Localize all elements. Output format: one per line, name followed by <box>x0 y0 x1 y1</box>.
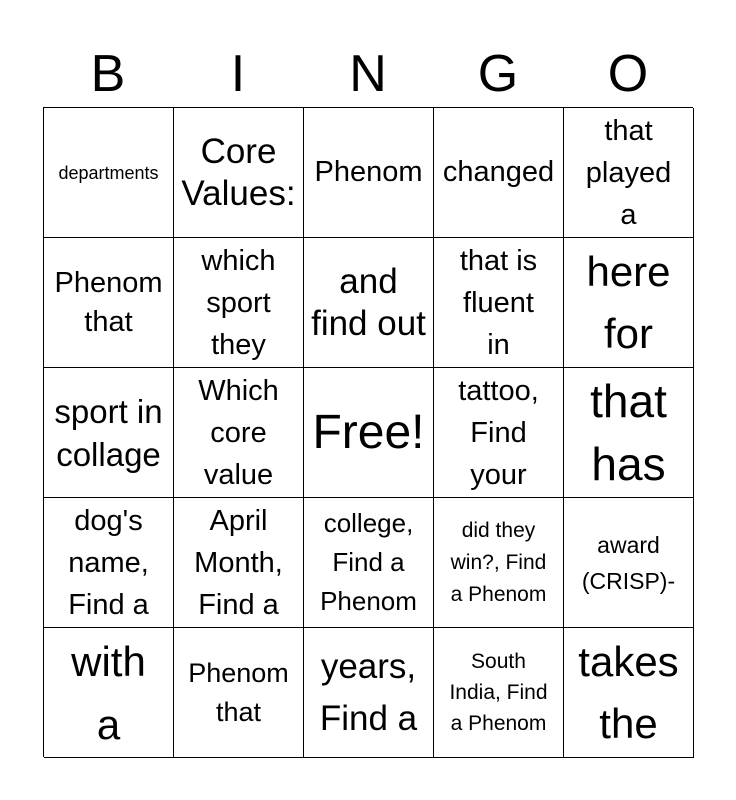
bingo-cell-r4-c5[interactable] <box>564 498 694 628</box>
bingo-cell-r1-c3[interactable] <box>304 108 434 238</box>
bingo-cell-r4-c1[interactable] <box>44 498 174 628</box>
bingo-cell-r1-c5[interactable] <box>564 108 694 238</box>
cell-text: college, Find a Phenom <box>320 508 417 616</box>
bingo-cell-r4-c3[interactable] <box>304 498 434 628</box>
cell-text: Phenom that <box>54 266 163 338</box>
cell-text: award (CRISP)- <box>581 531 676 594</box>
cell-text: years, Find a <box>319 646 418 738</box>
header-letter-n: N <box>349 45 387 103</box>
cell-text-free: Free! <box>312 405 425 459</box>
bingo-cell-r5-c1[interactable] <box>44 628 174 758</box>
bingo-cell-r2-c3[interactable] <box>304 238 434 368</box>
bingo-cell-r5-c5[interactable] <box>564 628 694 758</box>
bingo-cell-r4-c4[interactable] <box>434 498 564 628</box>
cell-text: changed <box>442 156 555 188</box>
cell-text: takes the <box>578 637 679 747</box>
cell-text: with a <box>71 637 146 748</box>
cell-text: April Month, Find a <box>194 504 283 621</box>
cell-text: that is fluent in <box>459 244 538 361</box>
cell-text: departments <box>58 162 159 183</box>
header-letter-b: B <box>90 45 126 103</box>
header-letter-g: G <box>477 45 519 103</box>
cell-text: that played a <box>585 114 672 231</box>
cell-text: which sport they <box>201 244 276 361</box>
bingo-cell-r3-c5[interactable] <box>564 368 694 498</box>
cell-text: here for <box>586 247 671 357</box>
bingo-header <box>43 40 693 108</box>
bingo-cell-r1-c1[interactable] <box>44 108 174 238</box>
bingo-cell-r3-c1[interactable] <box>44 368 174 498</box>
cell-text: Which core value <box>198 374 279 491</box>
cell-text: tattoo, Find your <box>458 374 539 491</box>
cell-text: sport in collage <box>54 392 163 473</box>
cell-text: did they win?, Find a Phenom <box>450 518 547 606</box>
bingo-board <box>43 107 693 757</box>
bingo-cell-r3-c3[interactable] <box>304 368 434 498</box>
bingo-cell-r2-c2[interactable] <box>174 238 304 368</box>
bingo-cell-r3-c4[interactable] <box>434 368 564 498</box>
bingo-cell-r5-c3[interactable] <box>304 628 434 758</box>
cell-text: dog's name, Find a <box>68 504 149 621</box>
bingo-cell-r1-c4[interactable] <box>434 108 564 238</box>
bingo-cell-r4-c2[interactable] <box>174 498 304 628</box>
bingo-cell-r5-c4[interactable] <box>434 628 564 758</box>
bingo-cell-r2-c1[interactable] <box>44 238 174 368</box>
bingo-cell-r2-c4[interactable] <box>434 238 564 368</box>
header-letter-o: O <box>607 45 649 103</box>
bingo-cell-r2-c5[interactable] <box>564 238 694 368</box>
bingo-cell-r5-c2[interactable] <box>174 628 304 758</box>
cell-text: Phenom <box>314 156 423 188</box>
bingo-cell-r1-c2[interactable] <box>174 108 304 238</box>
cell-text: and find out <box>311 261 426 343</box>
bingo-cell-r3-c2[interactable] <box>174 368 304 498</box>
cell-text: Core Values: <box>181 131 296 213</box>
cell-text: that has <box>590 374 667 490</box>
header-letter-i: I <box>230 45 246 103</box>
cell-text: Phenom that <box>188 657 289 727</box>
cell-text: South India, Find a Phenom <box>449 650 548 735</box>
